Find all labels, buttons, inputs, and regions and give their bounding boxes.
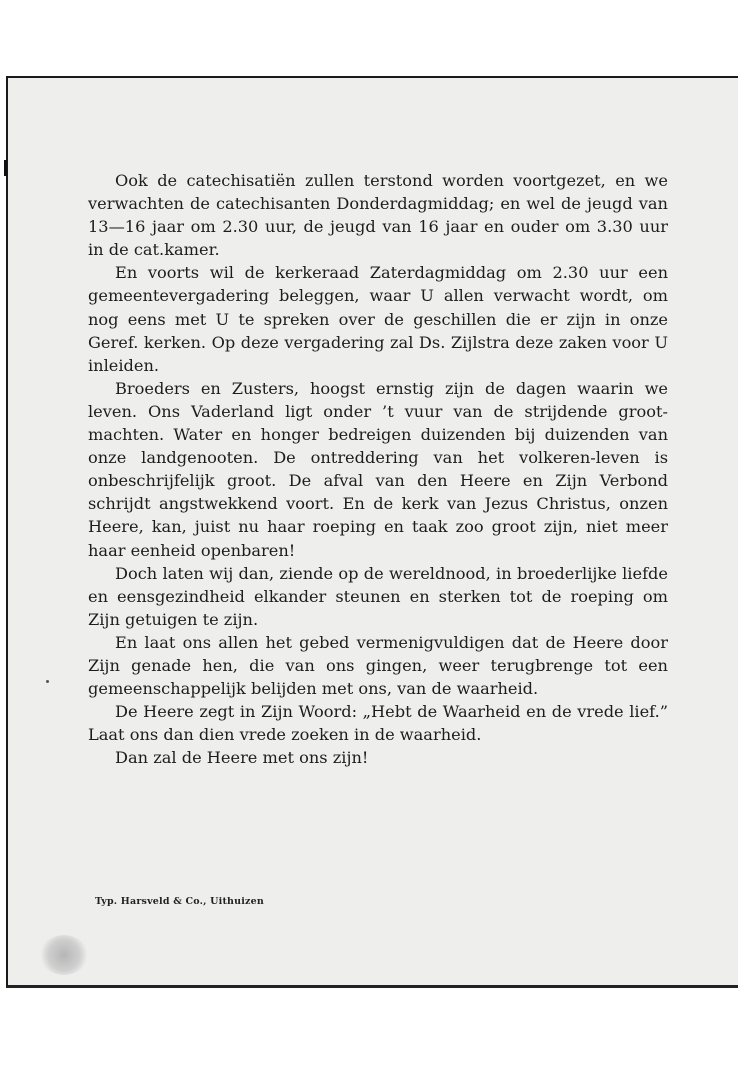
paragraph-gebed: En laat ons allen het gebed vermenigvuldigen dat de Heere door Zijn genade hen, die van ons gingen, weer terugbrenge tot een gemeenschappelijk belijden met ons, van de waarheid. <box>88 632 668 699</box>
paragraph-broederlijke-liefde: Doch laten wij dan, ziende op de wereldnood, in broederlijke liefde en eensgezindheid elkander steunen en sterken tot de roeping om Zijn getuigen te zijn. <box>88 563 668 629</box>
paragraph-catechisaties: Ook de catechisatiën zullen terstond worden voortgezet, en we verwachten de catechisanten Donderdagmiddag; en wel de jeugd van 13—16 jaar om 2.30 uur, de jeugd van 16 jaar en ouder om 3.30 uur in de cat.kamer. <box>88 171 668 260</box>
document-body <box>88 169 668 769</box>
paper-stain <box>40 935 88 975</box>
page-edge-mark <box>4 160 7 176</box>
paragraph-woord: De Heere zegt in Zijn Woord: „Hebt de Waarheid en de vrede lief.” Laat ons dan dien vrede zoeken in de waarheid. <box>88 702 668 745</box>
paragraph-broeders-en-zusters: Broeders en Zusters, hoogst ernstig zijn de dagen waarin we leven. Ons Vaderland ligt onder ’t vuur van de strijdende groot-machten. Water en honger bedreigen duizenden bij duizenden van onze landgenooten. De ontreddering van het volkeren-leven is onbeschrijfelijk groot. De afval van den Heere en Zijn Verbond schrijdt angstwekkend voort. En de kerk van Jezus Christus, onzen Heere, kan, juist nu haar roeping en taak zoo groot zijn, niet meer haar eenheid openbaren! <box>88 378 668 560</box>
paragraph-slot: Dan zal de Heere met ons zijn! <box>115 748 369 768</box>
margin-dot <box>46 680 49 683</box>
paragraph-gemeentevergadering: En voorts wil de kerkeraad Zaterdagmiddag om 2.30 uur een gemeentevergadering beleggen, waar U allen verwacht wordt, om nog eens met U te spreken over de geschillen die er zijn in onze Geref. kerken. Op deze vergadering zal Ds. Zijlstra deze zaken voor U inleiden. <box>88 263 668 375</box>
printer-imprint: Typ. Harsveld & Co., Uithuizen <box>95 896 264 907</box>
